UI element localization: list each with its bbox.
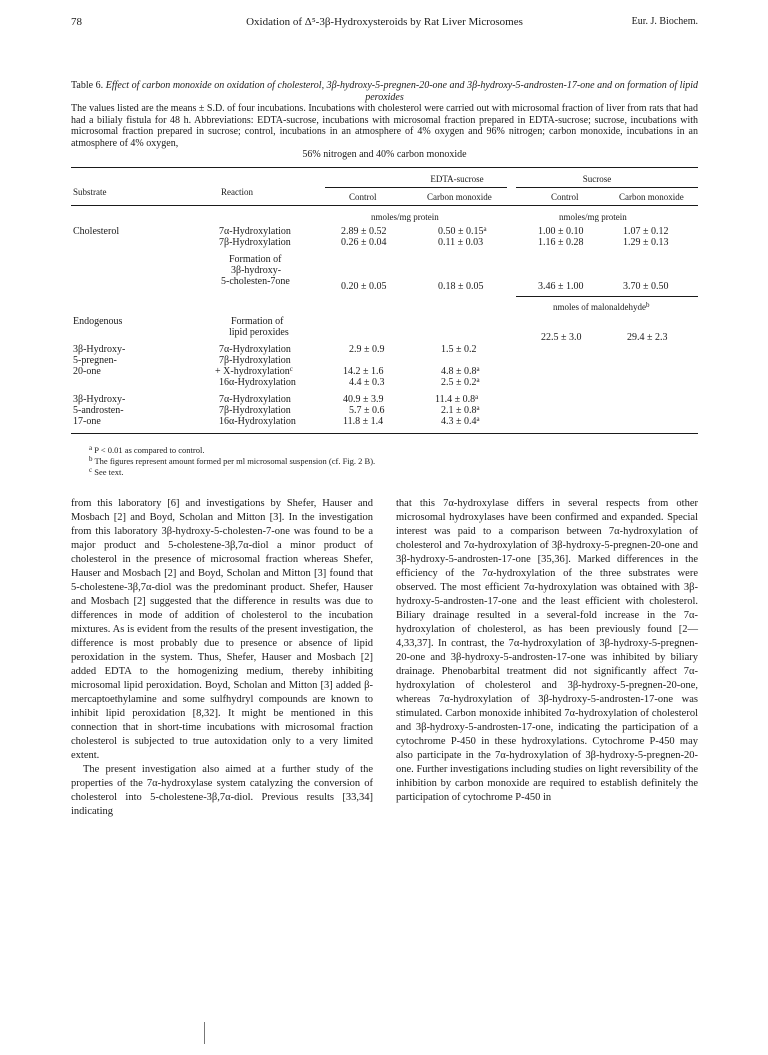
reaction-x-hydroxylation: + X-hydroxylation$^c$: [215, 365, 293, 377]
header-reaction: Reaction: [221, 187, 253, 197]
value-cell: 14.2 ± 1.6: [343, 366, 384, 377]
reaction-16a-hydroxylation: 16α-Hydroxylation: [219, 377, 296, 388]
value-cell: 4.8 ± 0.8$^a$: [441, 365, 480, 377]
page-number: 78: [71, 16, 82, 28]
table-description-last-line: 56% nitrogen and 40% carbon monoxide: [302, 149, 467, 160]
header-sucrose: Sucrose: [582, 174, 612, 184]
footnote-a: $^a$ P < 0.01 as compared to control.: [89, 444, 205, 455]
reaction-16a-hydroxylation: 16α-Hydroxylation: [219, 416, 296, 427]
running-title: Oxidation of Δ⁵-3β-Hydroxysteroids by Rat Liver Microsomes: [246, 16, 523, 28]
substrate-androsten: 17-one: [73, 416, 101, 427]
table-caption: [71, 80, 698, 161]
header-edta-carbon-monoxide: Carbon monoxide: [427, 192, 492, 202]
value-cell: 2.5 ± 0.2$^a$: [441, 376, 480, 388]
reaction-7b-hydroxylation: 7β-Hydroxylation: [219, 405, 291, 416]
value-cell: 29.4 ± 2.3: [627, 332, 668, 343]
reaction-cholesten-one: 5-cholesten-7one: [221, 276, 290, 287]
margin-mark: [204, 1022, 205, 1044]
value-cell: 11.4 ± 0.8$^a$: [435, 393, 479, 405]
header-sucrose-rule: [516, 187, 698, 188]
header-sucrose-carbon-monoxide: Carbon monoxide: [619, 192, 684, 202]
reaction-7a-hydroxylation: 7α-Hydroxylation: [219, 344, 291, 355]
reaction-7b-hydroxylation: 7β-Hydroxylation: [219, 355, 291, 366]
table-number: Table 6.: [71, 80, 104, 91]
reaction-lipid-peroxides: lipid peroxides: [229, 327, 289, 338]
reaction-3b-hydroxy: 3β-hydroxy-: [231, 265, 282, 276]
substrate-cholesterol: Cholesterol: [73, 226, 120, 237]
paragraph: The present investigation also aimed at a further study of the properties of the 7α-hydroxylase system catalyzing the conversion of cholesterol into 5-cholestene-3β,7α-diol. Previous results [33,34] indicating: [71, 764, 373, 817]
header-edta-rule: [325, 187, 507, 188]
reaction-formation: Formation of: [231, 316, 284, 327]
table-title: [71, 80, 698, 103]
value-cell: 2.89 ± 0.52: [341, 226, 387, 237]
substrate-androsten: 3β-Hydroxy-: [73, 394, 126, 405]
value-cell: 1.29 ± 0.13: [623, 237, 669, 248]
value-cell: 1.00 ± 0.10: [538, 226, 584, 237]
units-malonaldehyde: nmoles of malonaldehyde$^b$: [553, 301, 650, 312]
value-cell: 2.1 ± 0.8$^a$: [441, 404, 480, 416]
table-bottom-rule: [71, 433, 698, 434]
value-cell: 2.9 ± 0.9: [349, 344, 385, 355]
value-cell: 4.3 ± 0.4$^a$: [441, 415, 480, 427]
value-cell: 11.8 ± 1.4: [343, 416, 384, 427]
value-cell: 1.16 ± 0.28: [538, 237, 584, 248]
value-cell: 3.70 ± 0.50: [623, 281, 669, 292]
value-cell: 22.5 ± 3.0: [541, 332, 582, 343]
value-cell: 4.4 ± 0.3: [349, 377, 385, 388]
table-top-rule: [71, 167, 698, 168]
reaction-7b-hydroxylation: 7β-Hydroxylation: [219, 237, 291, 248]
header-edta-control: Control: [349, 192, 377, 202]
paragraph: that this 7α-hydroxylase differs in several respects from other microsomal hydroxylases have been confirmed and expanded. Special interest was paid to a comparison between 7α-hydroxylation of cholesterol and 7α-hydroxylation of 3β-hydroxy-5-pregnen-20-one and 3β-hydroxy-5-androsten-17-one [35,36]. Marked differences in the efficiency of the 7α-hydroxylation of the three substrates were observed. The most efficient 7α-hydroxylation was obtained with 3β-hydroxy-5-androsten-17-one and the least efficient with cholesterol. Biliary drainage resulted in a several-fold increase in the 7α-hydroxylation of cholesterol, as has been previously found [2—4,33,37]. In contrast, the 7α-hydroxylation of 3β-hydroxy-5-pregnen-20-one and 3β-hydroxy-5-androsten-17-one was inhibited by biliary drainage. Phenobarbital treatment did not significantly affect 7α-hydroxylation of cholesterol and 3β-hydroxy-5-pregnen-20-one, whereas 7α-hydroxylation of 3β-hydroxy-5-androsten-17-one was stimulated. Carbon monoxide inhibited 7α-hydroxylation of cholesterol and 3β-hydroxy-5-androsten-17-one, indicating the participation of a cytochrome P-450 in these hydroxylations. Cytochrome P-450 may also participate in the 7α-hydroxylation of 3β-hydroxy-5-pregnen-20-one. Further investigations including studies on light reversibility of the inhibition by carbon monoxide are required to establish definitely the participation of cytochrome P-450 in: [396, 498, 698, 803]
malonaldehyde-rule: [516, 296, 698, 297]
value-cell: 0.50 ± 0.15$^a$: [438, 225, 487, 237]
value-cell: 3.46 ± 1.00: [538, 281, 584, 292]
paragraph: from this laboratory [6] and investigations by Shefer, Hauser and Mosbach [2] and Boyd, Scholan and Mitton [3]. In the investigation from this laboratory 3β-hydroxy-5-cholesten-7-one was found to be a major product and 5-cholestene-3β,7α-diol a minor product of cholesterol in the presence of microsomal fraction whereas Shefer, Hauser and Mosbach [2] and Boyd, Scholan and Mitton [3] found that 5-cholestene-3β,7α-diol was the predominant product. Shefer, Hauser and Mosbach [2] suggested that the difference in results was due to differences in mode of addition of cholesterol to the incubation mixtures. As is evident from the results of the present investigation, the difference is most probably due to presence or absence of lipid peroxidation in the system. Thus, Shefer, Hauser and Mosbach [2] added EDTA to the homogenizing medium, thereby inhibiting microsomal lipid peroxidation. Boyd, Scholan and Mitton [3] added β-mercaptoethylamine and some sulfhydryl compounds are known to inhibit lipid peroxidation [8,32]. It might be mentioned in this connection that in short-time incubations with microsomal fraction cholesterol is subjected to true autoxidation only to a very limited extent.: [71, 498, 373, 761]
body-column-left: [71, 497, 373, 819]
header-edta-sucrose: EDTA-sucrose: [430, 174, 484, 184]
value-cell: 0.26 ± 0.04: [341, 237, 387, 248]
header-bottom-rule: [71, 205, 698, 206]
body-column-right: [396, 497, 698, 805]
table-description: The values listed are the means ± S.D. of four incubations. Incubations with cholesterol were carried out with microsomal fraction of liver from rats that had had a bilialy fistula for 48 h. Abbreviations: EDTA-sucrose, incubations with microsomal fraction prepared in EDTA-sucrose; sucrose, incubations with microsomal fraction prepared in sucrose; control, incubations in an atmosphere of 4% oxygen and 96% nitrogen; carbon monoxide, incubations in an atmosphere of 4% oxygen,: [71, 103, 698, 149]
substrate-endogenous: Endogenous: [73, 316, 123, 327]
value-cell: 40.9 ± 3.9: [343, 394, 384, 405]
value-cell: 5.7 ± 0.6: [349, 405, 385, 416]
footnote-c: $^c$ See text.: [89, 466, 124, 477]
value-cell: 0.18 ± 0.05: [438, 281, 484, 292]
journal-name: Eur. J. Biochem.: [631, 16, 698, 27]
footnote-b: $^b$ The figures represent amount formed per ml microsomal suspension (cf. Fig. 2 B).: [89, 455, 376, 466]
reaction-7a-hydroxylation: 7α-Hydroxylation: [219, 226, 291, 237]
value-cell: 1.5 ± 0.2: [441, 344, 477, 355]
value-cell: 1.07 ± 0.12: [623, 226, 669, 237]
running-head: [71, 16, 698, 32]
header-substrate: Substrate: [73, 187, 107, 197]
substrate-pregnen: 3β-Hydroxy-: [73, 344, 126, 355]
value-cell: 0.20 ± 0.05: [341, 281, 387, 292]
reaction-7a-hydroxylation: 7α-Hydroxylation: [219, 394, 291, 405]
header-sucrose-control: Control: [551, 192, 579, 202]
substrate-androsten: 5-androsten-: [73, 405, 124, 416]
substrate-pregnen: 5-pregnen-: [73, 355, 117, 366]
units-edta: nmoles/mg protein: [371, 212, 439, 222]
table-title-text: Effect of carbon monoxide on oxidation of cholesterol, 3β-hydroxy-5-pregnen-20-one and 3β-hydroxy-5-androsten-17-one and on formation of lipid peroxides: [105, 80, 699, 103]
reaction-formation: Formation of: [229, 254, 282, 265]
substrate-pregnen: 20-one: [73, 366, 101, 377]
table-footnotes: [89, 445, 375, 478]
value-cell: 0.11 ± 0.03: [438, 237, 484, 248]
units-sucrose: nmoles/mg protein: [559, 212, 627, 222]
